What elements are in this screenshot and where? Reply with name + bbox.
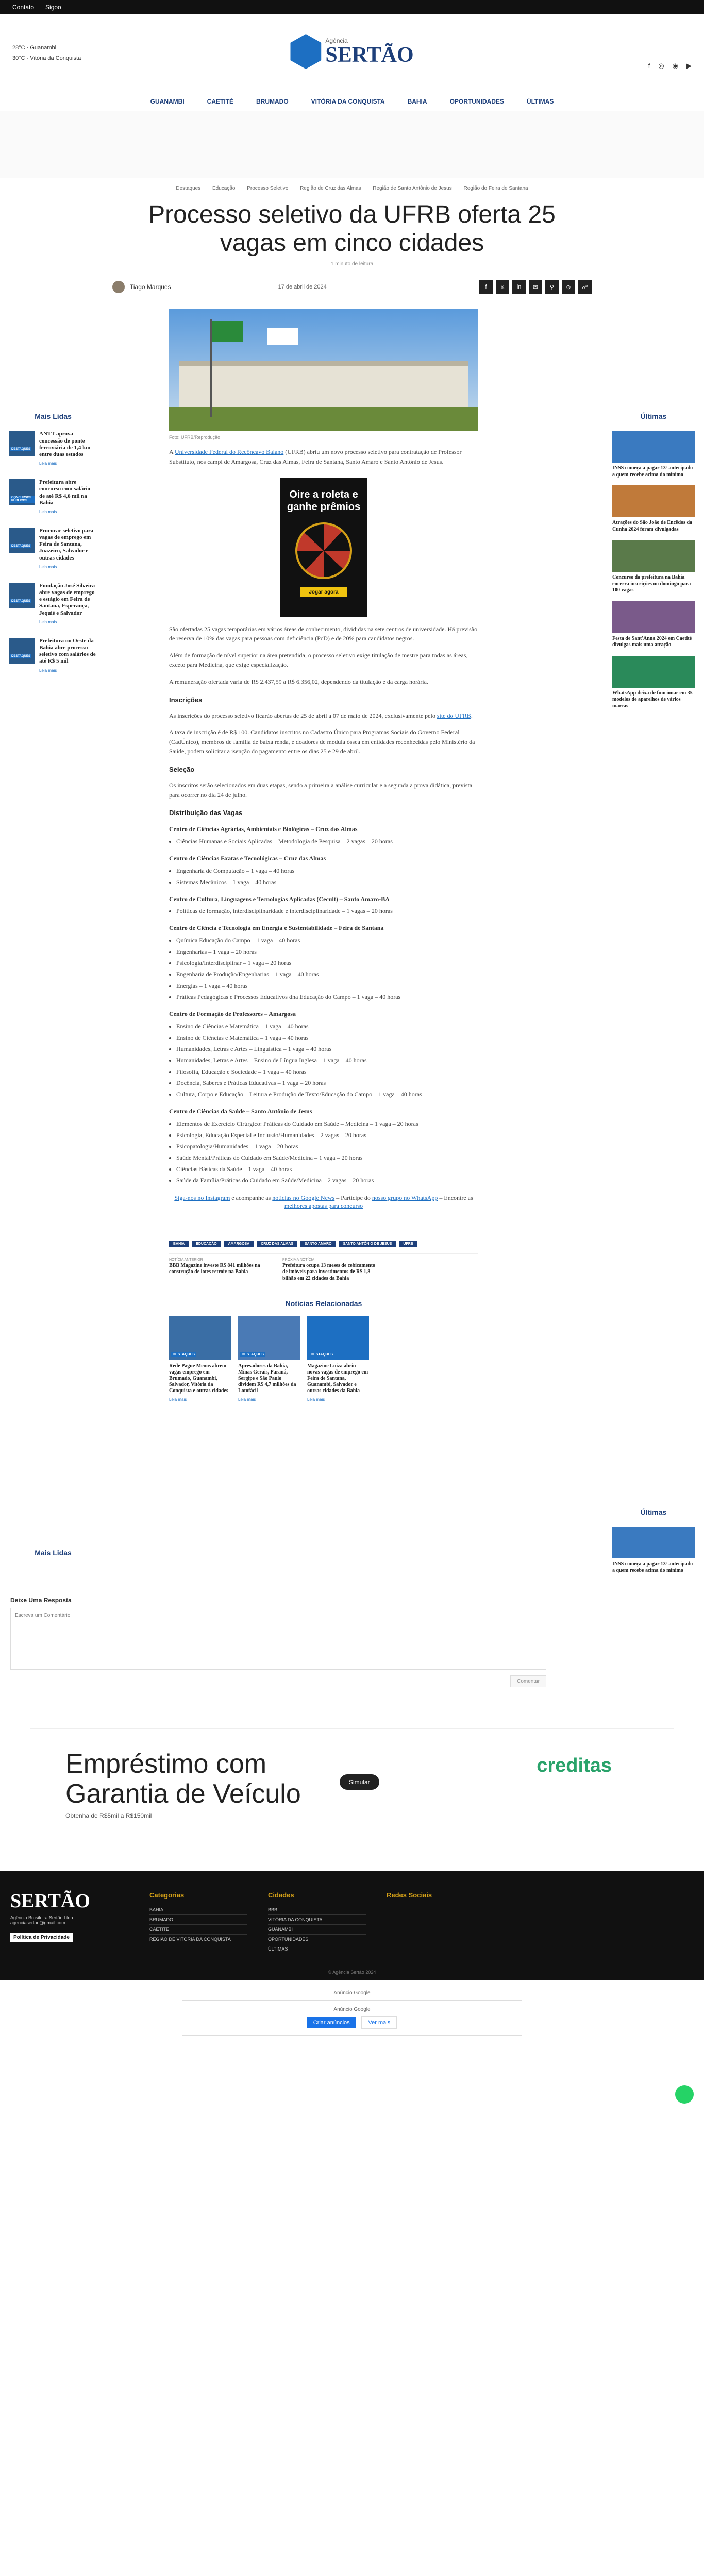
image-caption: Foto: UFRB/Reprodução — [169, 435, 221, 440]
center-heading: Centro de Cultura, Linguagens e Tecnologias Aplicadas (Cecult) – Santo Amaro-BA — [169, 895, 390, 903]
creditas-logo: creditas — [537, 1755, 612, 1777]
ad-play-button[interactable]: Jogar agora — [300, 587, 346, 597]
flag-icon — [212, 321, 243, 342]
list-item[interactable]: Atrações do São João de Encêdos da Cunha 2024 foram divulgadas — [612, 485, 695, 533]
site-footer: SERTÃO Agência Brasileira Sertão Ltda agenciasertao@gmail.com Política de Privacidade Categorias BAHIA BRUMADO CAETITÉ REGIÃO DE VITÓRIA DA CONQUISTA Cidades BBB VITÓRIA DA CONQUISTA GUANAMBI OPORTUNIDADES ÚLTIMAS Redes Sociais — [0, 1871, 704, 1964]
top-ad-slot — [0, 111, 704, 178]
submit-comment-button[interactable]: Comentar — [510, 1675, 546, 1687]
center-heading: Centro de Ciências da Saúde – Santo Antônio de Jesus — [169, 1108, 312, 1115]
instagram-icon[interactable]: ◎ — [658, 62, 664, 70]
post-navigation — [169, 1253, 478, 1282]
youtube-icon[interactable]: ▶ — [686, 62, 692, 70]
footer-logo[interactable]: SERTÃO — [10, 1890, 90, 1912]
comment-form — [10, 1597, 546, 1687]
tag-cruz-das-almas[interactable]: CRUZ DAS ALMAS — [257, 1241, 297, 1247]
whatsapp-group-link[interactable]: nosso grupo no WhatsApp — [372, 1194, 438, 1201]
vacancy-list: • Química Educação do Campo – 1 vaga – 40 horas • Engenharias – 1 vaga – 20 horas • Psicologia/Interdisciplinar – 1 vaga – 20 horas • Engenharia de Produção/Engenharias – 1 vaga – 40 horas • Energias – 1 vaga – 40 horas • Práticas Pedagógicas e Processos Educativos dna Educação do Campo – 1 vaga – 40 horas — [176, 936, 478, 1002]
center-heading: Centro de Ciências Agrárias, Ambientais e Biológicas – Cruz das Almas — [169, 825, 358, 833]
tag-santo-amaro[interactable]: SANTO AMARO — [300, 1241, 336, 1247]
nav-bahia[interactable]: BAHIA — [407, 98, 427, 105]
site-logo[interactable]: Agência SERTÃO — [290, 34, 413, 69]
list-item[interactable]: DESTAQUES ANTT aprova concessão de ponte ferroviária de 1,4 km entre duas estados Leia mais — [9, 431, 97, 466]
nav-guanambi[interactable]: GUANAMBI — [150, 98, 185, 105]
social-links — [648, 62, 692, 70]
topbar-link-sigoo[interactable]: Sigoo — [45, 4, 61, 11]
list-item[interactable]: INSS começa a pagar 13º antecipado a quem recebe acima do mínimo — [612, 431, 695, 478]
share-x-icon[interactable]: 𝕏 — [496, 280, 509, 294]
google-ad-footer: Anúncio Google Anúncio Google Criar anúncios Ver mais — [0, 1980, 704, 2114]
comment-title: Deixe Uma Resposta — [10, 1597, 72, 1604]
center-heading: Centro de Formação de Professores – Amargosa — [169, 1010, 296, 1018]
facebook-icon[interactable]: f — [648, 62, 650, 70]
topbar-link-contato[interactable]: Contato — [12, 4, 35, 11]
tag-bahia[interactable]: BAHIA — [169, 1241, 189, 1247]
list-item[interactable]: Concurso da prefeitura na Bahia encerra inscrições no domingo para 100 vagas — [612, 540, 695, 594]
vacancy-list: • Ensino de Ciências e Matemática – 1 vaga – 40 horas • Ensino de Ciências e Matemática – 1 vaga – 40 horas • Humanidades, Letras e Artes – Linguística – 1 vaga – 40 horas • Humanidades, Letras e Artes – Ensino de Língua Inglesa – 1 vaga – 40 horas • Filosofia, Educação e Sociedade – 1 vaga – 40 horas • Docência, Saberes e Práticas Educativas – 1 vaga – 20 horas • Cultura, Corpo e Educação – Leitura e Produção de Texto/Educação do Campo – 1 vaga – 40 horas — [176, 1022, 478, 1099]
tag-ufrb[interactable]: UFRB — [399, 1241, 417, 1247]
share-linkedin-icon[interactable]: in — [512, 280, 526, 294]
top-bar — [0, 0, 704, 14]
main-nav — [0, 92, 704, 111]
loan-ad-banner[interactable]: Empréstimo com Garantia de Veículo Obtenha de R$5mil a R$150mil Simular creditas — [30, 1728, 674, 1829]
inline-ad[interactable]: Oire a roleta e ganhe prêmios Jogar agora — [280, 478, 367, 617]
weather-widget: 28°C · Guanambi 30°C · Vitória da Conquista — [12, 45, 81, 61]
share-whatsapp-icon[interactable]: ⊙ — [562, 280, 575, 294]
publish-date: 17 de abril de 2024 — [278, 284, 327, 291]
share-email-icon[interactable]: ✉ — [529, 280, 542, 294]
copyright: © Agência Sertão 2024 — [0, 1964, 704, 1980]
site-header — [0, 14, 704, 92]
breadcrumb-item[interactable]: Região de Santo Antônio de Jesus — [373, 185, 452, 191]
center-heading: Centro de Ciências Exatas e Tecnológicas – Cruz das Almas — [169, 854, 326, 862]
section-heading: Seleção — [169, 765, 195, 773]
article — [169, 309, 478, 1402]
ufrb-link[interactable]: Universidade Federal do Recôncavo Baiano — [175, 448, 284, 456]
latest-title-bottom: Últimas — [640, 1508, 667, 1517]
nav-caetite[interactable]: CAETITÉ — [207, 98, 233, 105]
instagram-link[interactable]: Siga-nos no Instagram — [174, 1194, 230, 1201]
list-item[interactable]: DESTAQUES Fundação José Silveira abre vagas de emprego e estágio em Feira de Santana, Esperança, Jequié e Salvador Leia mais — [9, 583, 97, 624]
tag-amargosa[interactable]: AMARGOSA — [224, 1241, 254, 1247]
vacancy-list: • Ciências Humanas e Sociais Aplicadas – Metodologia de Pesquisa – 2 vagas – 20 horas — [176, 837, 478, 846]
tag-educacao[interactable]: EDUCAÇÃO — [192, 1241, 221, 1247]
list-item[interactable]: DESTAQUES Prefeitura no Oeste da Bahia abre processo seletivo com salários de até R$ 5 mil Leia mais — [9, 638, 97, 673]
share-buttons — [479, 280, 592, 294]
list-item[interactable]: CONCURSOS PÚBLICOS Prefeitura abre concurso com salário de até R$ 4,6 mil na Bahia Leia mais — [9, 479, 97, 514]
right-sidebar — [612, 309, 695, 1581]
breadcrumb-item[interactable]: Educação — [212, 185, 236, 191]
comment-input[interactable] — [10, 1608, 546, 1670]
breadcrumb-item[interactable]: Região de Cruz das Almas — [300, 185, 361, 191]
threads-icon[interactable]: ◉ — [672, 62, 678, 70]
list-item[interactable]: DESTAQUES Procurar seletivo para vagas de emprego em Feira de Santana, Juazeiro, Salvador e outras cidades Leia mais — [9, 528, 97, 569]
most-read-title-bottom: Mais Lidas — [35, 1548, 72, 1557]
nav-brumado[interactable]: BRUMADO — [256, 98, 289, 105]
article-meta — [112, 280, 592, 294]
content-layout — [0, 309, 704, 1581]
whatsapp-float-icon[interactable] — [675, 2085, 694, 2104]
roulette-wheel-icon — [295, 522, 352, 579]
section-heading: Distribuição das Vagas — [169, 809, 243, 817]
breadcrumb-item[interactable]: Processo Seletivo — [247, 185, 289, 191]
vacancy-list: • Engenharia de Computação – 1 vaga – 40 horas • Sistemas Mecânicos – 1 vaga – 40 horas — [176, 866, 478, 887]
ad-simulate-button[interactable]: Simular — [340, 1774, 379, 1790]
breadcrumb-item[interactable]: Região do Feira de Santana — [463, 185, 528, 191]
list-item[interactable]: WhatsApp deixa de funcionar em 35 modelos de aparelhos de vários marcas — [612, 656, 695, 710]
nav-vitoria-da-conquista[interactable]: VITÓRIA DA CONQUISTA — [311, 98, 385, 105]
vacancy-list: • Elementos de Exercício Cirúrgico: Práticas do Cuidado em Saúde – Medicina – 1 vaga – 20 horas • Psicologia, Educação Especial e Inclusão/Humanidades – 2 vagas – 20 horas • Psicopatologia/Humanidades – 1 vaga – 20 horas • Saúde Mental/Práticas do Cuidado em Saúde/Medicina – 1 vaga – 20 horas • Ciências Básicas da Saúde – 1 vaga – 40 horas • Saúde da Família/Práticas do Cuidado em Saúde/Medicina – 2 vagas – 20 horas — [176, 1119, 478, 1185]
vacancy-list: • Políticas de formação, interdisciplinaridade e interdisciplinaridade – 1 vagas – 20 horas — [176, 906, 478, 916]
hero-image — [169, 309, 478, 431]
list-item[interactable]: Festa de Sant'Anna 2024 em Caetité divulgas mais uma atração — [612, 601, 695, 649]
list-item[interactable]: DESTAQUES Rede Pague Menos abrem vagas emprego em Brumado, Guanambi, Salvador, Vitória da Conquista e outras cidades Leia mais — [169, 1316, 231, 1402]
nav-oportunidades[interactable]: OPORTUNIDADES — [449, 98, 504, 105]
list-item[interactable]: DESTAQUES Apresadores da Bahia, Minas Gerais, Paraná, Sergipe e São Paulo dividem R$ 4,7 milhões da Lotofácil Leia mais — [238, 1316, 300, 1402]
share-link-icon[interactable]: ⚲ — [545, 280, 559, 294]
related-list — [169, 1316, 478, 1402]
share-facebook-icon[interactable]: f — [479, 280, 493, 294]
create-ads-button[interactable]: Criar anúncios — [307, 2017, 356, 2028]
related-title: Notícias Relacionadas — [285, 1299, 362, 1308]
bets-link[interactable]: melhores apostas para concurso — [284, 1201, 363, 1209]
nav-ultimas[interactable]: ÚLTIMAS — [526, 98, 554, 105]
author-name[interactable]: Tiago Marques — [130, 283, 171, 291]
privacy-link[interactable]: Política de Privacidade — [10, 1933, 73, 1942]
logo-mark-icon — [290, 34, 321, 69]
tag-santo-antonio-de-jesus[interactable]: SANTO ANTÔNIO DE JESUS — [339, 1241, 396, 1247]
main-column — [112, 309, 581, 1581]
breadcrumb-item[interactable]: Destaques — [176, 185, 201, 191]
section-heading: Inscrições — [169, 696, 203, 704]
breadcrumb — [0, 185, 704, 191]
see-more-button[interactable]: Ver mais — [361, 2016, 397, 2029]
left-sidebar — [9, 309, 97, 1581]
list-item[interactable]: DESTAQUES Magazine Luiza abriu novas vagas de emprego em Feira de Santana, Guanambi, Salvador e outras cidades da Bahia Leia mais — [307, 1316, 369, 1402]
ufrb-site-link[interactable]: site do UFRB — [437, 711, 471, 719]
list-item[interactable]: INSS começa a pagar 13º antecipado a quem recebe acima do mínimo — [612, 1527, 695, 1574]
latest-title: Últimas — [640, 412, 667, 421]
page-title: Processo seletivo da UFRB oferta 25 vagas em cinco cidades — [148, 201, 556, 257]
avatar — [112, 281, 125, 293]
reading-time: 1 minuto de leitura — [330, 261, 374, 267]
center-heading: Centro de Ciência e Tecnologia em Energia e Sustentabilidade – Feira de Santana — [169, 924, 384, 932]
next-post-link[interactable]: PRÓXIMA NOTÍCIA Prefeitura ocupa 13 meses de cebicamento de imóveis para investimentos de R$ 1,8 bilhão em 22 cidades da Bahia — [282, 1258, 376, 1281]
google-news-link[interactable]: notícias no Google News — [272, 1194, 335, 1201]
most-read-title: Mais Lidas — [35, 412, 72, 421]
article-body: A Universidade Federal do Recôncavo Baiano (UFRB) abriu um novo processo seletivo para contratação de Professor Substituto, nos campi de Amargosa, Cruz das Almas, Feira de Santana, Santo Amaro e Santo Antônio de Jesus. Oire a roleta e ganhe prêmios Jogar agora São ofertadas 25 vagas temporárias em vários áreas de conhecimento, divididas na sete centros de universidade. Há previsão de reserva de 10% das vagas para pessoas com deficiência (PcD) e de 20% para candidatos negros. Além de formação de nível superior na área pretendida, o processo seletivo exige titulação de mestre para todas as áreas, exceto para Medicina, que exige especialização. A remuneração ofertada varia de R$ 2.437,59 a R$ 6.356,02, dependendo da titulação e da carga horária. Inscrições As inscrições do processo seletivo ficarão abertas de 25 de abril a 07 de maio de 2024, exclusivamente pelo site do UFRB. A taxa de inscrição é de R$ 100. Candidatos inscritos no Cadastro Único para Programas Sociais do Governo Federal (CadÚnico), membros de família de baixa renda, e doadores de medula óssea em entidades reconhecidas pelo Ministério da Saúde, podem solicitar a isenção do pagamento entre os dias 25 e 29 de abril. Seleção Os inscritos serão selecionados em duas etapas, sendo a primeira a análise curricular e a segunda a prova didática, prevista para ocorrer no dia 24 de julho. Distribuição das Vagas Centro de Ciências Agrárias, Ambientais e Biológicas – Cruz das Almas • Ciências Humanas e Sociais Aplicadas – Metodologia de Pesquisa – 2 vagas – 20 horas Centro de Ciências Exatas e Tecnológicas – Cruz das Almas • Engenharia de Computação – 1 vaga – 40 horas • Sistemas Mecânicos – 1 vaga – 40 horas Centro de Cultura, Linguagens e Tecnologias Aplicadas (Cecult) – Santo Amaro-BA • Políticas de formação, interdisciplinaridade e interdisciplinaridade – 1 vagas – 20 horas Centro de Ciência e Tecnologia em Energia e Sustentabilidade – Feira de Santana • Química Educação do Campo – 1 vaga – 40 horas • Engenharias – 1 vaga – 20 horas • Psicologia/Interdisciplinar – 1 vaga – 20 horas • Engenharia de Produção/Engenharias – 1 vaga – 40 horas • Energias – 1 vaga – 40 horas • Práticas Pedagógicas e Processos Educativos dna Educação do Campo – 1 vaga – 40 horas Centro de Formação de Professores – Amargosa • Ensino de Ciências e Matemática – 1 vaga – 40 horas • Ensino de Ciências e Matemática – 1 vaga – 40 horas • Humanidades, Letras e Artes – Linguística – 1 vaga – 40 horas • Humanidades, Letras e Artes – Ensino de Língua Inglesa – 1 vaga – 40 horas • Filosofia, Educação e Sociedade – 1 vaga – 40 horas • Docência, Saberes e Práticas Educativas – 1 vaga – 20 horas • Cultura, Corpo e Educação – Leitura e Produção de Texto/Educação do Campo – 1 vaga – 40 horas Centro de Ciências da Saúde – Santo Antônio de Jesus • Elementos de Exercício Cirúrgico: Práticas do Cuidado em Saúde – Medicina – 1 vaga – 20 horas • Psicologia, Educação Especial e Inclusão/Humanidades – 2 vagas – 20 horas • Psicopatologia/Humanidades – 1 vaga – 20 horas • Saúde Mental/Práticas do Cuidado em Saúde/Medicina – 1 vaga – 20 horas • Ciências Básicas da Saúde – 1 vaga – 40 horas • Saúde da Família/Práticas do Cuidado em Saúde/Medicina – 2 vagas – 20 horas Siga-nos no Instagram e acompanhe as notícias no Google News – Participe do nosso grupo no WhatsApp – Encontre as melhores apostas para concurso — [169, 447, 478, 1210]
tag-list — [169, 1241, 478, 1247]
previous-post-link[interactable]: NOTÍCIA ANTERIOR BBB Magazine investe R$ 841 milhões na construção de lotes retroiv na Bahia — [169, 1258, 260, 1275]
share-more-icon[interactable]: ☍ — [578, 280, 592, 294]
follow-links: Siga-nos no Instagram e acompanhe as notícias no Google News – Participe do nosso grupo no WhatsApp – Encontre as melhores apostas para concurso — [174, 1194, 473, 1209]
